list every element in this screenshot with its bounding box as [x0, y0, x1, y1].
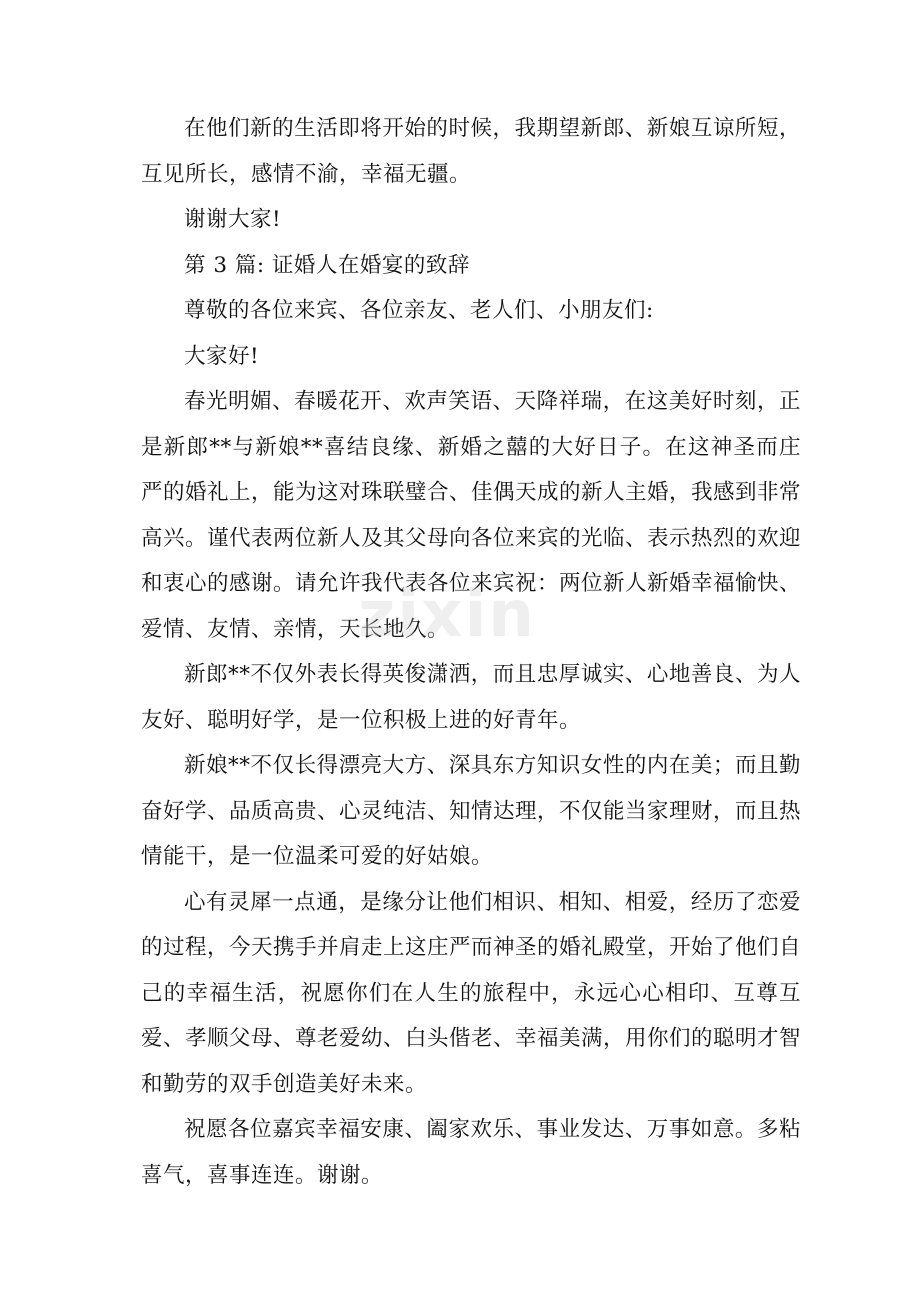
section-heading: 第 3 篇: 证婚人在婚宴的致辞	[184, 252, 470, 278]
paragraph-blessing: 心有灵犀一点通，是缘分让他们相识、相知、相爱，经历了恋爱的过程，今天携手并肩走上这庄严而神圣的婚礼殿堂，开始了他们自己的幸福生活，祝愿你们在人生的旅程中，永远心心相印、互尊互爱、孝顺父母、尊老爱幼、白头偕老、幸福美满，用你们的聪明才智和勤劳的双手创造美好未来。	[141, 889, 802, 1097]
paragraph-greeting: 大家好!	[184, 343, 260, 369]
paragraph-bride: 新娘**不仅长得漂亮大方、深具东方知识女性的内在美；而且勤奋好学、品质高贵、心灵纯洁、知情达理，不仅能当家理财，而且热情能干，是一位温柔可爱的好姑娘。	[141, 753, 802, 869]
paragraph-opening: 春光明媚、春暖花开、欢声笑语、天降祥瑞，在这美好时刻，正是新郎**与新娘**喜结良缘、新婚之囍的大好日子。在这神圣而庄严的婚礼上，能为这对珠联璧合、佳偶天成的新人主婚，我感到非常高兴。谨代表两位新人及其父母向各位来宾的光临、表示热烈的欢迎和衷心的感谢。请允许我代表各位来宾祝：两位新人新婚幸福愉快、爱情、友情、亲情，天长地久。	[141, 389, 802, 642]
paragraph-groom: 新郎**不仅外表长得英俊潇洒，而且忠厚诚实、心地善良、为人友好、聪明好学，是一位积极上进的好青年。	[141, 662, 801, 733]
watermark: zixin	[358, 578, 536, 652]
paragraph-thanks: 谢谢大家!	[184, 207, 282, 232]
paragraph-salutation: 尊敬的各位来宾、各位亲友、老人们、小朋友们:	[184, 298, 654, 323]
document-body	[141, 106, 801, 1198]
paragraph-closing-wish: 在他们新的生活即将开始的时候，我期望新郎、新娘互谅所短，互见所长，感情不渝，幸福无疆。	[141, 116, 801, 187]
paragraph-final: 祝愿各位嘉宾幸福安康、阖家欢乐、事业发达、万事如意。多粘喜气，喜事连连。谢谢。	[141, 1117, 801, 1188]
